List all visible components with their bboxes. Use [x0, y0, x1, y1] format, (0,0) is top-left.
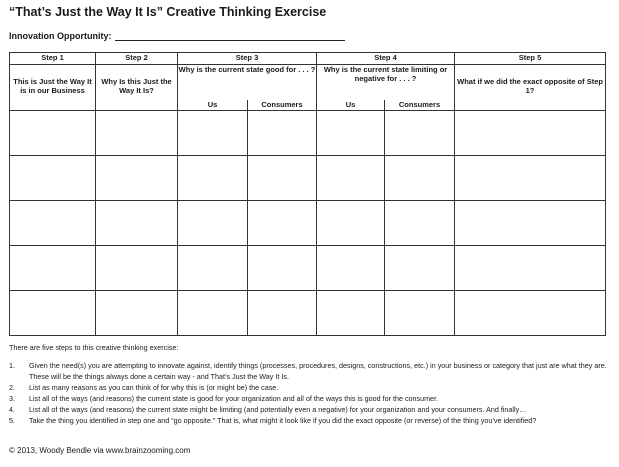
instruction-item [9, 393, 609, 404]
copyright-footer: © 2013, Woody Bendle via www.brainzooming.com [9, 446, 191, 455]
instruction-number: 5. [9, 416, 15, 425]
blank-cell[interactable] [10, 291, 96, 336]
blank-cell[interactable] [248, 246, 317, 291]
instruction-item [9, 415, 609, 426]
blank-cell[interactable] [385, 156, 455, 201]
step-5-question: What if we did the exact opposite of Step 1? [455, 65, 606, 111]
blank-cell[interactable] [317, 111, 385, 156]
blank-cell[interactable] [385, 246, 455, 291]
blank-cell[interactable] [248, 291, 317, 336]
blank-cell[interactable] [385, 111, 455, 156]
blank-cell[interactable] [178, 291, 248, 336]
blank-cell[interactable] [455, 246, 606, 291]
step-4-consumers-header: Consumers [385, 100, 455, 110]
blank-row [10, 111, 606, 156]
innovation-opportunity-field [9, 31, 345, 41]
instruction-number: 1. [9, 361, 15, 370]
instruction-text: List all of the ways (and reasons) the current state might be limiting (and potentially even a negative) for your organization and your consumers. And finally… [29, 405, 527, 414]
blank-row [10, 156, 606, 201]
blank-cell[interactable] [178, 246, 248, 291]
step-3-us-header: Us [178, 100, 248, 110]
blank-cell[interactable] [10, 246, 96, 291]
blank-cell[interactable] [178, 156, 248, 201]
step-4-header: Step 4 [317, 53, 455, 65]
exercise-table [9, 52, 606, 336]
innovation-opportunity-label: Innovation Opportunity: [9, 31, 112, 41]
instructions-intro: There are five steps to this creative thinking exercise: [9, 343, 179, 352]
step-3-header: Step 3 [178, 53, 317, 65]
instruction-number: 2. [9, 383, 15, 392]
blank-cell[interactable] [96, 201, 178, 246]
step-3-consumers-header: Consumers [248, 100, 317, 110]
step-4-us-header: Us [317, 100, 385, 110]
blank-cell[interactable] [248, 201, 317, 246]
question-row [10, 65, 606, 101]
step-3-question: Why is the current state good for . . . ? [178, 65, 317, 101]
step-5-header: Step 5 [455, 53, 606, 65]
instruction-item [9, 382, 609, 393]
instruction-text: List as many reasons as you can think of for why this is (or might be) the case. [29, 383, 279, 392]
blank-cell[interactable] [10, 201, 96, 246]
instructions-list [9, 360, 609, 426]
instruction-text: Take the thing you identified in step one and “go opposite.” That is, what might it look like if you did the exact opposite (or reverse) of the thing you’ve identified? [29, 416, 537, 425]
blank-cell[interactable] [385, 291, 455, 336]
step-header-row [10, 53, 606, 65]
blank-cell[interactable] [455, 201, 606, 246]
blank-cell[interactable] [96, 156, 178, 201]
instruction-item [9, 404, 609, 415]
innovation-opportunity-blank-line [115, 31, 345, 41]
blank-cell[interactable] [96, 246, 178, 291]
step-1-question: This is Just the Way It is in our Business [10, 65, 96, 111]
step-4-question: Why is the current state limiting or negative for . . . ? [317, 65, 455, 101]
instruction-number: 3. [9, 394, 15, 403]
instruction-item [9, 360, 609, 382]
instruction-number: 4. [9, 405, 15, 414]
blank-cell[interactable] [455, 156, 606, 201]
blank-cell[interactable] [317, 246, 385, 291]
blank-cell[interactable] [248, 156, 317, 201]
blank-cell[interactable] [455, 291, 606, 336]
blank-cell[interactable] [248, 111, 317, 156]
blank-cell[interactable] [10, 111, 96, 156]
blank-cell[interactable] [385, 201, 455, 246]
page-title: “That’s Just the Way It Is” Creative Thinking Exercise [9, 5, 327, 19]
blank-cell[interactable] [317, 156, 385, 201]
blank-cell[interactable] [178, 201, 248, 246]
blank-cell[interactable] [317, 291, 385, 336]
step-2-question: Why Is this Just the Way It Is? [96, 65, 178, 111]
blank-row [10, 201, 606, 246]
blank-cell[interactable] [317, 201, 385, 246]
blank-cell[interactable] [96, 111, 178, 156]
blank-cell[interactable] [10, 156, 96, 201]
step-1-header: Step 1 [10, 53, 96, 65]
step-2-header: Step 2 [96, 53, 178, 65]
blank-row [10, 291, 606, 336]
blank-row [10, 246, 606, 291]
instruction-text: List all of the ways (and reasons) the current state is good for your organization and all of the ways this is good for the consumer. [29, 394, 439, 403]
blank-cell[interactable] [96, 291, 178, 336]
blank-cell[interactable] [178, 111, 248, 156]
blank-cell[interactable] [455, 111, 606, 156]
instruction-text: Given the need(s) you are attempting to innovate against, identify things (processes, procedures, designs, constructions, etc.) in your business or category that just are what they are. These will be the things always done a certain way - and That’s Just the Way It Is. [29, 361, 607, 381]
